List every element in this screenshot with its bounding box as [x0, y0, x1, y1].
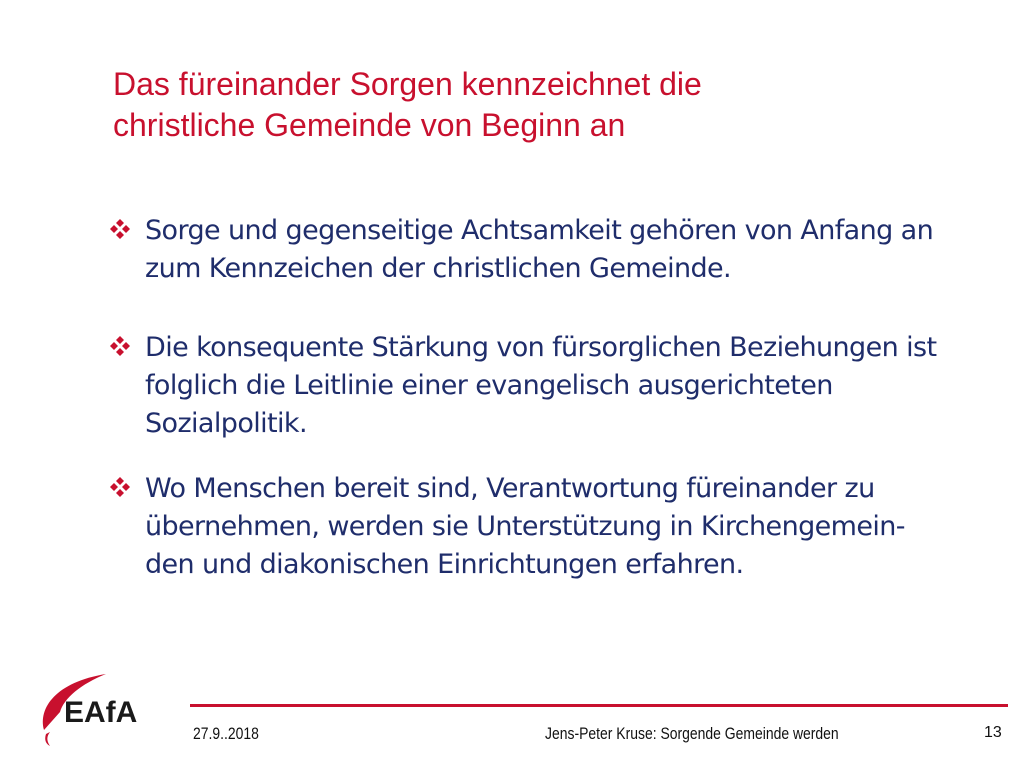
- bullet-text: [145, 329, 1005, 443]
- footer-author: Jens-Peter Kruse: Sorgende Gemeinde werden: [545, 724, 839, 743]
- diamond-bullet-icon: [108, 335, 138, 359]
- bullet-line: Die konsequente Stärkung von fürsorglichen Beziehungen ist: [145, 332, 937, 363]
- bullet-text: [145, 212, 1005, 288]
- slide-title: [113, 64, 973, 146]
- bullet-line: folglich die Leitlinie einer evangelisch ausgerichteten: [145, 370, 833, 401]
- bullet-line: zum Kennzeichen der christlichen Gemeinde.: [145, 253, 732, 284]
- bullet-line: Sorge und gegenseitige Achtsamkeit gehören von Anfang an: [145, 215, 934, 246]
- bullet-text: [145, 470, 1005, 584]
- page-number: 13: [984, 724, 1002, 741]
- bullet-line: den und diakonischen Einrichtungen erfahren.: [145, 549, 744, 580]
- bullet-line: Wo Menschen bereit sind, Verantwortung füreinander zu: [145, 473, 875, 504]
- footer-divider: [190, 704, 1008, 707]
- diamond-bullet-icon: [108, 476, 138, 500]
- diamond-bullet-icon: [108, 218, 138, 242]
- bullet-line: Sozialpolitik.: [145, 408, 307, 439]
- title-line: christliche Gemeinde von Beginn an: [113, 107, 626, 143]
- eafa-logo: [36, 668, 146, 748]
- footer-date: 27.9..2018: [193, 724, 259, 743]
- bullet-line: übernehmen, werden sie Unterstützung in Kirchengemein-: [145, 511, 905, 542]
- logo-text: EAfA: [64, 696, 138, 729]
- title-line: Das füreinander Sorgen kennzeichnet die: [113, 66, 702, 102]
